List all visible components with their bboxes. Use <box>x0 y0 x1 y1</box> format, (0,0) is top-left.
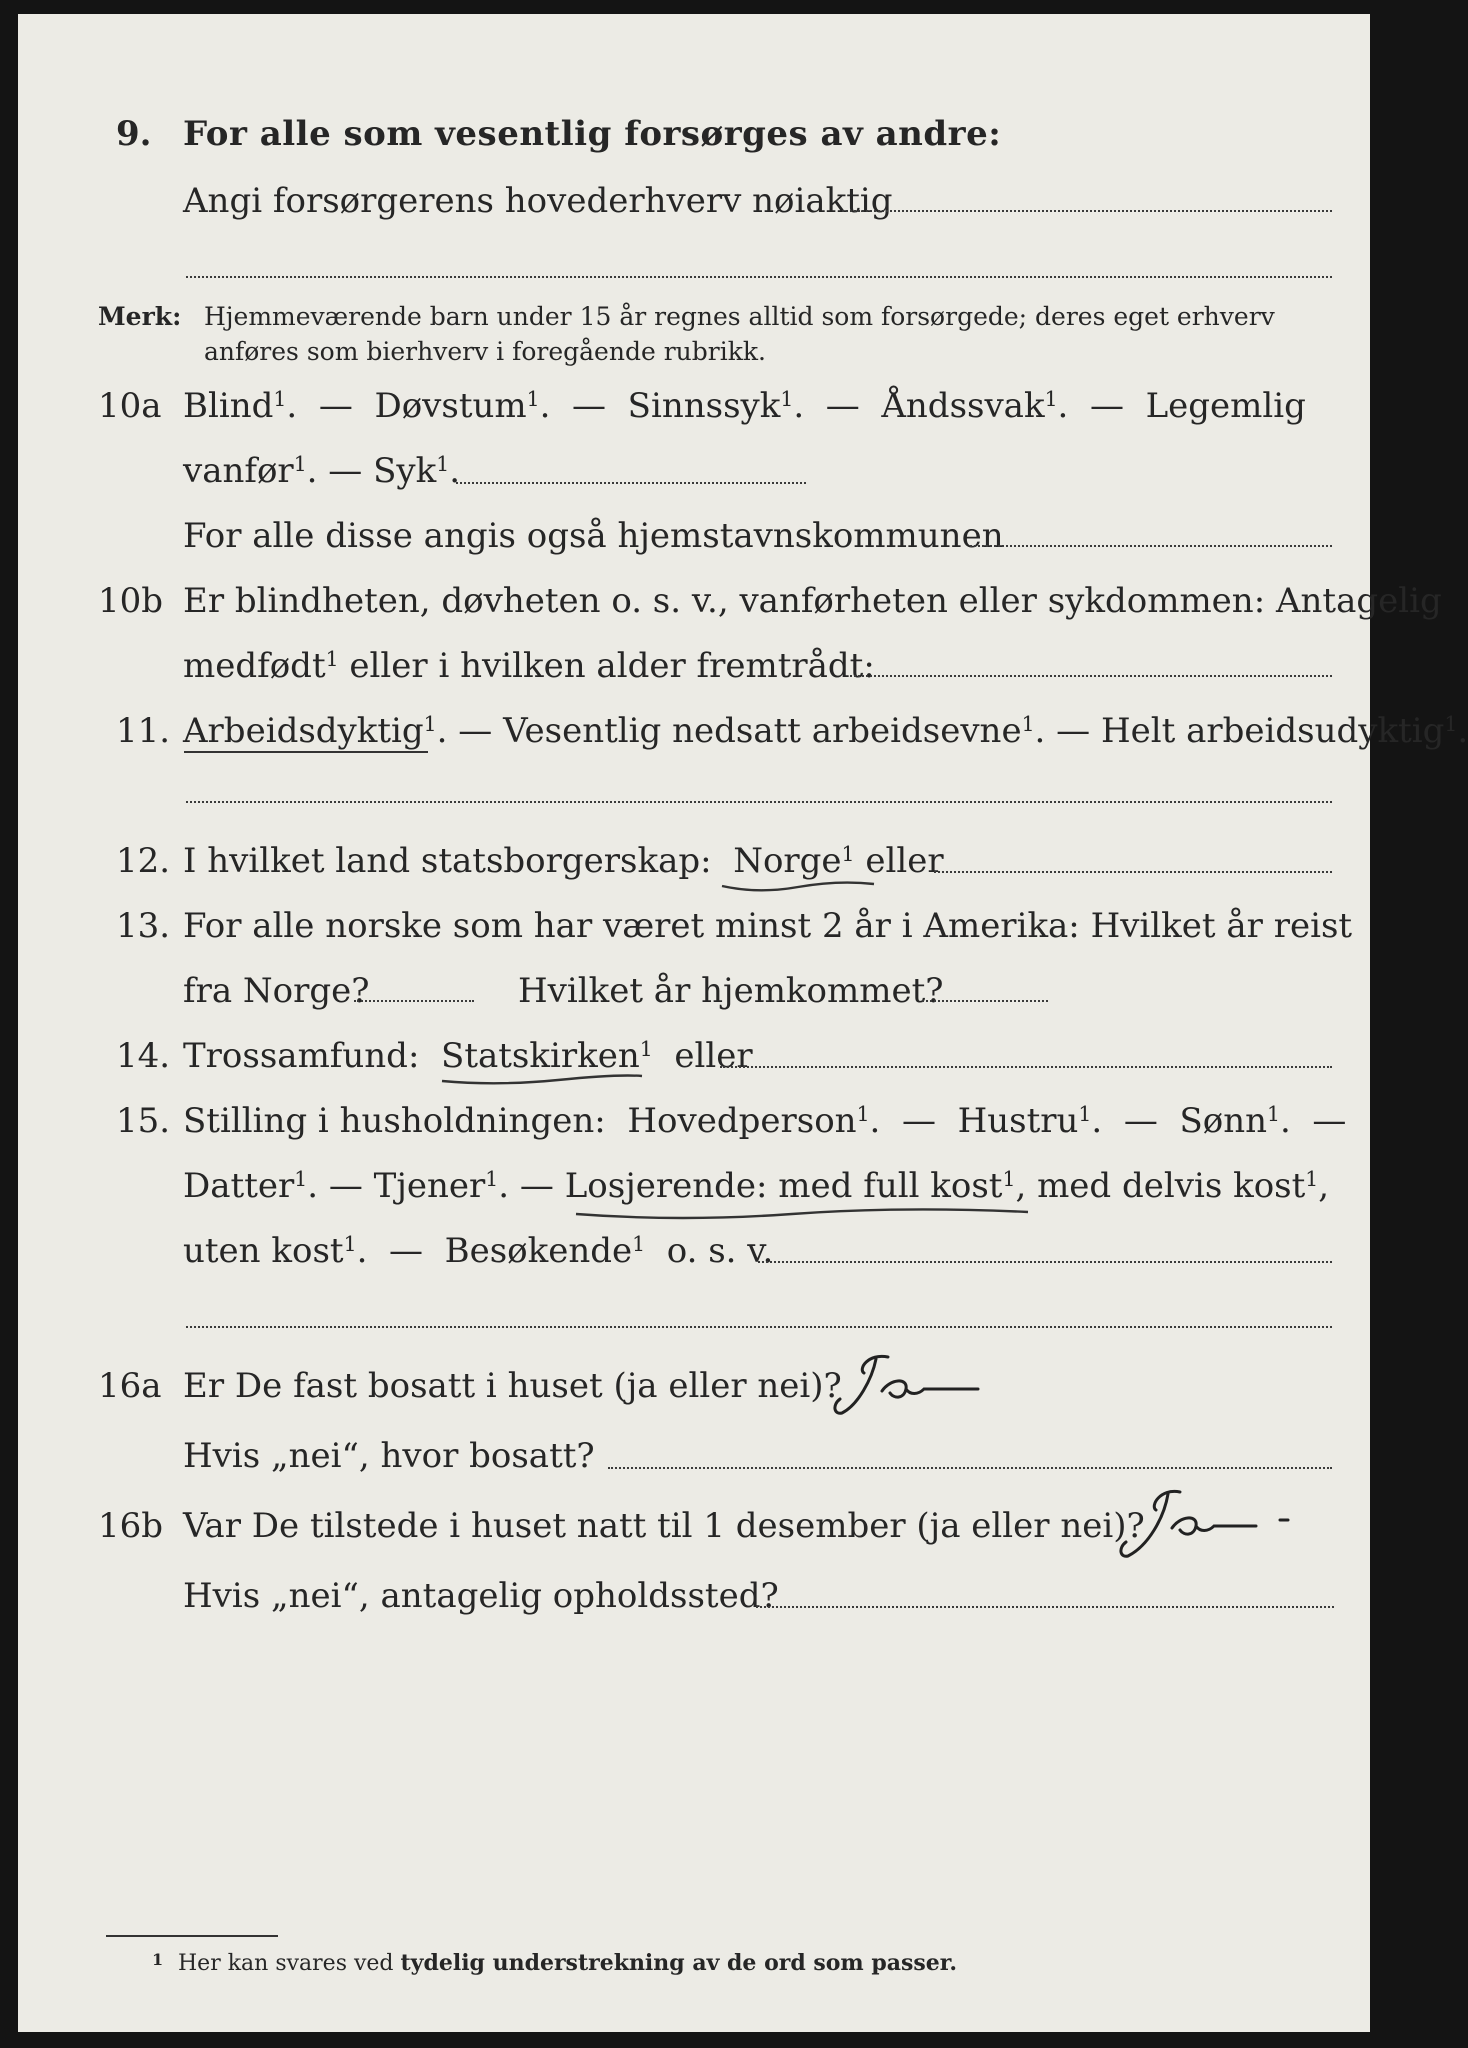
option-besokende[interactable]: Besøkende <box>444 1231 633 1271</box>
q11-answer-line[interactable] <box>186 801 1332 803</box>
q14-eller: eller <box>674 1036 753 1076</box>
option-norge[interactable]: Norge <box>733 841 842 881</box>
q15-answer-line[interactable] <box>758 1261 1332 1263</box>
footnote-rule <box>106 1935 278 1937</box>
q16a-followup-prompt: Hvis „nei“, hvor bosatt? <box>183 1436 595 1476</box>
q15-osv: o. s. v. <box>666 1231 774 1271</box>
footnote-text-a: Her kan svares ved <box>178 1951 394 1976</box>
q16a-number: 16a <box>98 1366 162 1406</box>
option-uten-kost[interactable]: uten kost <box>183 1231 344 1271</box>
option-medfodt[interactable]: medfødt <box>183 646 326 686</box>
q15-line-2: Datter$^1$. — Tjener$^1$. — Losjerende: med full kost$^1$, med delvis kost$^1$, <box>183 1166 1330 1206</box>
q13-number: 13. <box>116 906 171 946</box>
option-datter[interactable]: Datter <box>183 1166 295 1206</box>
footnote-mark: 1 <box>152 1950 164 1969</box>
footnote-text <box>178 1952 957 1975</box>
q15-answer-line-2[interactable] <box>186 1326 1332 1328</box>
q13-hjemkommet-prompt: Hvilket år hjemkommet? <box>518 971 944 1011</box>
q9-number: 9. <box>116 114 152 154</box>
q16a-handwritten-answer <box>828 1349 1018 1421</box>
q11-number: 11. <box>116 711 171 751</box>
q14-answer-line[interactable] <box>720 1066 1332 1068</box>
option-full-kost[interactable]: med full kost <box>778 1166 1003 1206</box>
underline-statskirken <box>438 1072 648 1092</box>
q16b-prompt: Var De tilstede i huset natt til 1 desember (ja eller nei)? <box>183 1506 1145 1546</box>
merk-line-1: Hjemmeværende barn under 15 år regnes alltid som forsørgede; deres eget erhverv <box>204 302 1275 331</box>
q16b-handwritten-answer <box>1098 1484 1298 1564</box>
q14-prompt: Trossamfund: <box>183 1036 420 1076</box>
q16a-answer-line[interactable] <box>608 1467 1332 1469</box>
option-legemlig[interactable]: Legemlig <box>1145 386 1306 426</box>
q15-prompt: Stilling i husholdningen: <box>183 1101 606 1141</box>
q12-prompt: I hvilket land statsborgerskap: <box>183 841 712 881</box>
q12-line: I hvilket land statsborgerskap: Norge$^1$ eller <box>183 841 944 881</box>
option-arbeidsdyktig[interactable]: Arbeidsdyktig <box>183 711 424 751</box>
option-blind[interactable]: Blind <box>183 386 274 426</box>
census-form-page <box>18 14 1468 2032</box>
option-arbeidsudyktig[interactable]: Helt arbeidsudyktig <box>1100 711 1445 751</box>
option-dovstum[interactable]: Døvstum <box>374 386 527 426</box>
q16b-answer-line[interactable] <box>756 1606 1334 1608</box>
underline-norge <box>718 878 878 898</box>
q10a-hjemstavn-answer-line[interactable] <box>970 545 1332 547</box>
q13-reist-prompt: fra Norge? <box>183 971 370 1011</box>
q10a-hjemstavn-prompt: For alle disse angis også hjemstavnskommunen <box>183 516 1004 556</box>
q12-eller: eller <box>865 841 944 881</box>
q9-prompt: Angi forsørgerens hovederhverv nøiaktig <box>183 181 893 221</box>
q9-answer-line[interactable] <box>842 210 1332 212</box>
footnote-text-b: tydelig understrekning av de ord som passer. <box>400 1950 958 1976</box>
q14-line: Trossamfund: Statskirken$^1$ eller <box>183 1036 753 1076</box>
q10a-number: 10a <box>98 386 162 426</box>
q16b-number: 16b <box>98 1506 164 1546</box>
option-statskirken[interactable]: Statskirken <box>441 1036 640 1076</box>
q16a-prompt: Er De fast bosatt i huset (ja eller nei)? <box>183 1366 842 1406</box>
option-delvis-kost[interactable]: med delvis kost <box>1037 1166 1306 1206</box>
q13-line-1: For alle norske som har været minst 2 år i Amerika: Hvilket år reist <box>183 906 1353 946</box>
option-syk[interactable]: Syk <box>373 451 437 491</box>
q10b-answer-line[interactable] <box>850 675 1332 677</box>
q15-line-3: uten kost$^1$. — Besøkende$^1$ o. s. v. <box>183 1231 774 1271</box>
q16b-followup-prompt: Hvis „nei“, antagelig opholdssted? <box>183 1576 779 1616</box>
option-tjener[interactable]: Tjener <box>373 1166 486 1206</box>
option-hustru[interactable]: Hustru <box>957 1101 1079 1141</box>
q12-answer-line[interactable] <box>934 871 1332 873</box>
option-sonn[interactable]: Sønn <box>1179 1101 1267 1141</box>
q13-hjemkommet-answer-line[interactable] <box>922 1000 1048 1002</box>
q10b-line-2: medfødt$^1$ eller i hvilken alder fremtrådt: <box>183 646 875 686</box>
q9-answer-line-2[interactable] <box>186 276 1332 278</box>
q10b-line-1: Er blindheten, døvheten o. s. v., vanførheten eller sykdommen: Antagelig <box>183 581 1442 621</box>
merk-label: Merk: <box>98 302 182 331</box>
q10b-alder-prompt: eller i hvilken alder fremtrådt: <box>349 646 875 686</box>
option-andssvak[interactable]: Åndssvak <box>881 386 1045 426</box>
q12-number: 12. <box>116 841 171 881</box>
option-losjerende[interactable]: Losjerende: <box>564 1166 768 1206</box>
q13-reist-answer-line[interactable] <box>354 1000 474 1002</box>
q15-line-1: Stilling i husholdningen: Hovedperson$^1$. — Hustru$^1$. — Sønn$^1$. — <box>183 1101 1347 1141</box>
option-nedsatt-arbeidsevne[interactable]: Vesentlig nedsatt arbeidsevne <box>503 711 1022 751</box>
q14-number: 14. <box>116 1036 171 1076</box>
q10a-options-line-2: vanfør$^1$. — Syk$^1$. <box>183 451 461 491</box>
q15-number: 15. <box>116 1101 171 1141</box>
q10a-options-line-1: Blind$^1$. — Døvstum$^1$. — Sinnssyk$^1$. — Åndssvak$^1$. — Legemlig <box>183 386 1306 426</box>
merk-line-2: anføres som bierhverv i foregående rubrikk. <box>204 337 766 366</box>
q10b-number: 10b <box>98 581 164 621</box>
option-vanfor[interactable]: vanfør <box>183 451 294 491</box>
q10a-syk-answer-line[interactable] <box>456 482 806 484</box>
underline-arbeidsdyktig <box>184 751 428 753</box>
underline-losjerende-full-kost <box>572 1204 1032 1226</box>
option-sinnssyk[interactable]: Sinnssyk <box>627 386 781 426</box>
q11-options: Arbeidsdyktig$^1$. — Vesentlig nedsatt arbeidsevne$^1$. — Helt arbeidsudyktig$^1$. <box>183 711 1468 751</box>
q9-heading: For alle som vesentlig forsørges av andre: <box>183 114 1002 154</box>
option-hovedperson[interactable]: Hovedperson <box>627 1101 857 1141</box>
